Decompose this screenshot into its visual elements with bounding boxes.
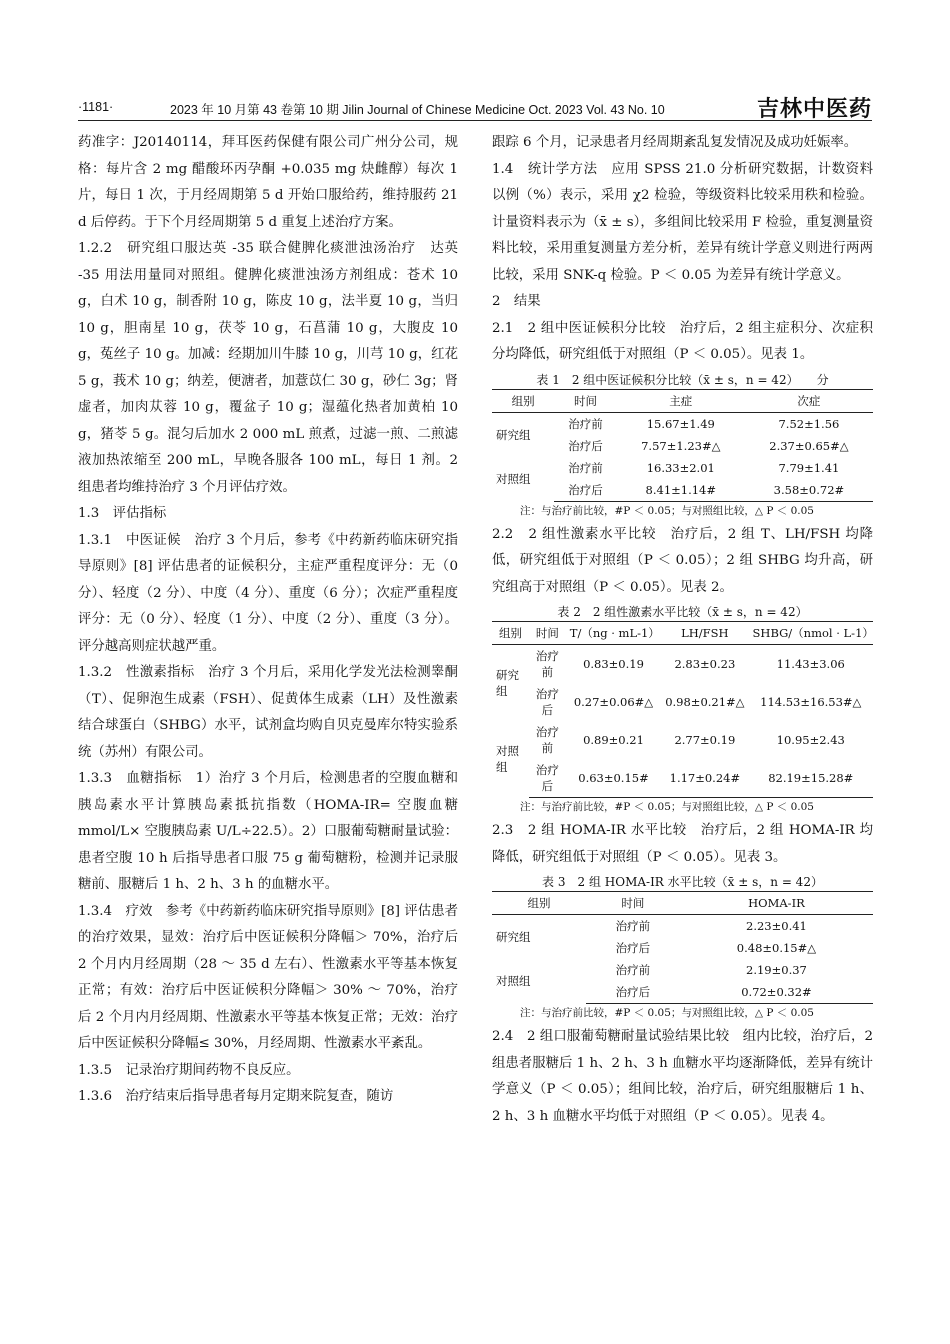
table-row (492, 457, 873, 479)
value-cell: 11.43±3.06 (776, 657, 845, 671)
page-header (78, 94, 872, 122)
value-cell: 8.41±1.14# (617, 479, 745, 502)
value-cell: 7.57±1.23#△ (641, 438, 721, 453)
table-row (492, 959, 873, 981)
group-cell: 研究组 (496, 930, 531, 944)
table2-header: 组别 (492, 622, 529, 645)
value-cell: 16.33±2.01 (646, 460, 715, 475)
value-cell: 0.63±0.15# (566, 759, 661, 798)
section-1-4: 1.4 统计学方法 应用 SPSS 21.0 分析研究数据，计数资料以例（%）表示，采用 χ2 检验，等级资料比较采用秩和检验。计量资料表示为（x̄ ± s），多组间比较采用 F 检验，重复测量资料比较，采用重复测量方差分析，差异有统计学意义则进行两两比较，采用 SNK-q 检验。P ＜ 0.05 为差异有统计学意义。 (492, 161, 873, 283)
value-cell: 0.83±0.19 (583, 657, 644, 671)
table-row (492, 721, 873, 759)
value-cell: 15.67±1.49 (646, 416, 715, 431)
page-number: ·1181· (78, 100, 114, 114)
journal-logo: 吉林中医药 (756, 96, 872, 122)
table-row (492, 915, 873, 938)
section-2-1: 2.1 2 组中医证候积分比较 治疗后，2 组主症积分、次症积分均降低，研究组低于对照组（P ＜ 0.05）。见表 1。 (492, 320, 873, 362)
section-1-3-4: 1.3.4 疗效 参考《中药新药临床研究指导原则》[8] 评估患者的治疗效果，显效：治疗后中医证候积分降幅＞ 70%，治疗后 2 个月内月经周期（28 ～ 35 d 左右）、性激素水平等基本恢复正常；有效：治疗后中医证候积分降幅＞ 30% ～ 70%，治疗后 2 个月内月经周期、性激素水平等基本恢复正常；无效：治疗后中医证候积分降幅≤ 30%，月经周期、性激素水平紊乱。 (78, 903, 458, 1051)
group-cell: 对照组 (496, 471, 531, 486)
time-cell: 治疗后 (554, 479, 616, 502)
value-cell: 3.58±0.72# (745, 479, 873, 502)
section-1-3-3: 1.3.3 血糖指标 1）治疗 3 个月后，检测患者的空腹血糖和胰岛素水平计算胰岛素抵抗指数（HOMA-IR= 空腹血糖 mmol/L× 空腹胰岛素 U/L÷22.5）。2）口服葡萄糖耐量试验：患者空腹 10 h 后指导患者口服 75 g 葡萄糖粉，检测并记录服糖前、服糖后 1 h、2 h、3 h 的血糖水平。 (78, 771, 458, 892)
value-cell: 2.19±0.37 (746, 963, 807, 977)
left-column (78, 130, 458, 1111)
value-cell: 10.95±2.43 (776, 733, 845, 747)
table3-header: 时间 (586, 892, 680, 915)
table1-header: 时间 (554, 389, 616, 412)
header-rule (78, 120, 872, 121)
time-cell: 治疗前 (568, 460, 603, 475)
section-1-3-1: 1.3.1 中医证候 治疗 3 个月后，参考《中药新药临床研究指导原则》[8] 评估患者的证候积分，主症严重程度评分：无（0 分）、轻度（2 分）、中度（4 分）、重度（6 分）；次症严重程度评分：无（0 分）、轻度（1 分）、中度（2 分）、重度（3 分）。评分越高则症状越严重。 (78, 532, 458, 654)
table-row (492, 412, 873, 435)
table2 (492, 621, 873, 798)
value-cell: 1.17±0.24# (661, 759, 748, 798)
time-cell: 治疗前 (615, 919, 651, 933)
table1-header: 次症 (745, 389, 873, 412)
value-cell: 0.89±0.21 (583, 733, 644, 747)
table2-note: 注：与治疗前比较，#P ＜ 0.05；与对照组比较，△ P ＜ 0.05 (520, 801, 814, 813)
section-1-3-heading: 1.3 评估指标 (78, 506, 167, 521)
value-cell: 0.98±0.21#△ (665, 695, 745, 709)
time-cell: 治疗前 (615, 963, 651, 977)
table2-header: T/（ng · mL-1） (566, 622, 661, 645)
section-2-4: 2.4 2 组口服葡萄糖耐量试验结果比较 组内比较，治疗后，2 组患者服糖后 1 h、2 h、3 h 血糖水平均逐渐降低，差异有统计学意义（P ＜ 0.05）；组间比较，治疗后，研究组服糖后 1 h、2 h、3 h 血糖水平均低于对照组（P ＜ 0.05）。见表 4。 (492, 1029, 873, 1124)
value-cell: 7.79±1.41 (778, 460, 840, 475)
table2-caption: 表 2 2 组性激素水平比较（x̄ ± s，n = 42） (557, 605, 808, 619)
section-2-3: 2.3 2 组 HOMA-IR 水平比较 治疗后，2 组 HOMA-IR 均降低，研究组低于对照组（P ＜ 0.05）。见表 3。 (492, 823, 873, 865)
table-row (492, 759, 873, 798)
value-cell: 2.37±0.65#△ (769, 438, 849, 453)
table1-note: 注：与治疗前比较，#P ＜ 0.05；与对照组比较，△ P ＜ 0.05 (520, 504, 814, 517)
value-cell: 0.27±0.06#△ (573, 695, 654, 709)
table-row (492, 645, 873, 684)
value-cell: 82.19±15.28# (749, 759, 873, 798)
time-cell: 治疗后 (535, 687, 559, 717)
time-cell: 治疗后 (586, 981, 680, 1004)
value-cell: 0.72±0.32# (680, 981, 873, 1004)
time-cell: 治疗前 (535, 649, 559, 679)
table1-caption: 表 1 2 组中医证候积分比较（x̄ ± s，n = 42） 分 (536, 372, 829, 387)
value-cell: 0.48±0.15#△ (736, 941, 817, 955)
table1-header: 组别 (492, 389, 554, 412)
right-column (492, 130, 873, 1130)
table2-header: SHBG/（nmol · L-1） (749, 622, 873, 645)
paragraph: 药准字：J20140114，拜耳医药保健有限公司广州分公司，规格：每片含 2 mg 醋酸环丙孕酮 +0.035 mg 炔雌醇）每次 1 片，每日 1 次，于月经周期第 5 d 开始口服给药，维持服药 21 d 后停药。于下个月经周期第 5 d 重复上述治疗方案。 (78, 135, 458, 230)
journal-info: 2023 年 10 月第 43 卷第 10 期 Jilin Journal of Chinese Medicine Oct. 2023 Vol. 43 No. 10 (170, 103, 665, 117)
group-cell: 研究组 (496, 668, 519, 698)
time-cell: 治疗前 (568, 416, 603, 431)
table1 (492, 389, 873, 502)
group-cell: 对照组 (496, 974, 531, 989)
section-1-2-2: 1.2.2 研究组口服达英 -35 联合健脾化痰泄浊汤治疗 达英 -35 用法用量同对照组。健脾化痰泄浊汤方剂组成：苍术 10 g，白术 10 g，制香附 10 g，陈皮 10 g，法半夏 10 g，当归 10 g，胆南星 10 g，茯苓 10 g，石菖蒲 10 g，大腹皮 10 g，菟丝子 10 g。加减：经期加川牛膝 10 g，川芎 10 g，红花 5 g，莪术 10 g；纳差，便溏者，加薏苡仁 30 g，砂仁 3g；肾虚者，加肉苁蓉 10 g，覆盆子 10 g；湿蕴化热者加黄柏 10 g，猪苓 5 g。混匀后加水 2 000 mL 煎煮，过滤一煎、二煎滤液加热浓缩至 200 mL，早晚各服各 100 mL，每日 1 剂。2 组患者均维持治疗 3 个月评估疗效。 (78, 241, 458, 495)
section-1-3-2: 1.3.2 性激素指标 治疗 3 个月后，采用化学发光法检测睾酮（T）、促卵泡生成素（FSH）、促黄体生成素（LH）及性激素结合球蛋白（SHBG）水平，试剂盒均购自贝克曼库尔特实验系统（苏州）有限公司。 (78, 665, 458, 760)
table3-caption: 表 3 2 组 HOMA-IR 水平比较（x̄ ± s，n = 42） (542, 875, 823, 889)
value-cell: 2.83±0.23 (674, 657, 736, 671)
table1-header: 主症 (617, 389, 745, 412)
section-1-3-6: 1.3.6 治疗结束后指导患者每月定期来院复查，随访 (78, 1089, 394, 1104)
time-cell: 治疗后 (529, 759, 566, 798)
section-2-heading: 2 结果 (492, 294, 541, 309)
time-cell: 治疗后 (615, 941, 651, 955)
table3 (492, 891, 873, 1004)
section-2-2: 2.2 2 组性激素水平比较 治疗后，2 组 T、LH/FSH 均降低，研究组低于对照组（P ＜ 0.05）；2 组 SHBG 均升高，研究组高于对照组（P ＜ 0.05）。见表 2。 (492, 526, 873, 595)
table-row (492, 683, 873, 721)
value-cell: 114.53±16.53#△ (760, 695, 862, 709)
group-cell: 研究组 (496, 427, 531, 442)
value-cell: 2.23±0.41 (746, 919, 807, 933)
time-cell: 治疗后 (568, 438, 603, 453)
table3-header: 组别 (492, 892, 586, 915)
table2-header: 时间 (529, 622, 566, 645)
table3-note: 注：与治疗前比较，#P ＜ 0.05；与对照组比较，△ P ＜ 0.05 (520, 1007, 814, 1019)
section-1-3-5: 1.3.5 记录治疗期间药物不良反应。 (78, 1062, 300, 1078)
value-cell: 7.52±1.56 (778, 416, 840, 431)
paragraph-follow-up: 跟踪 6 个月，记录患者月经周期紊乱复发情况及成功妊娠率。 (492, 135, 858, 150)
time-cell: 治疗前 (535, 725, 559, 755)
group-cell: 对照组 (496, 744, 519, 775)
value-cell: 2.77±0.19 (674, 733, 736, 747)
table2-header: LH/FSH (661, 622, 748, 645)
table3-header: HOMA-IR (680, 892, 873, 915)
